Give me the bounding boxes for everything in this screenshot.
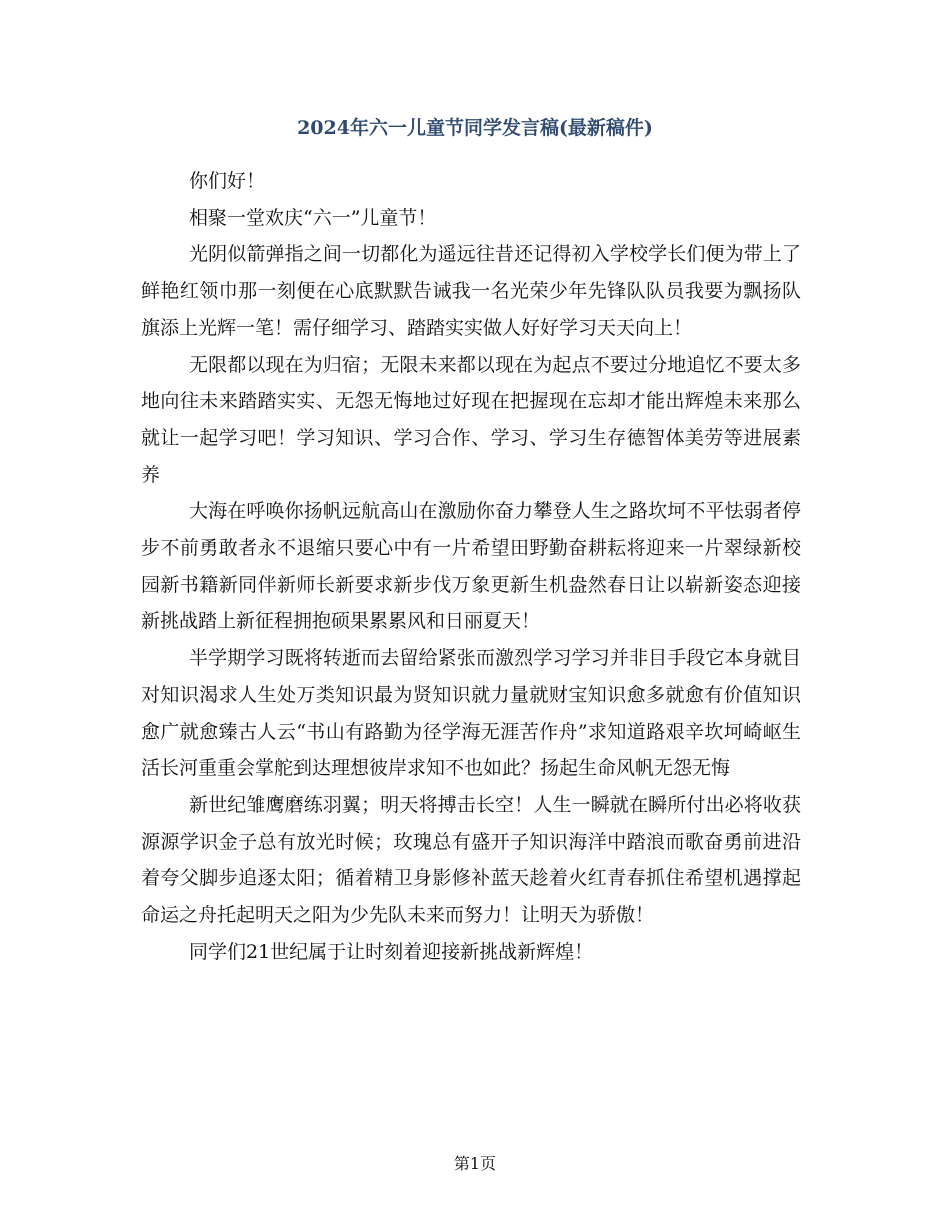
document-body [141, 163, 801, 970]
paragraph-greeting: 你们好！ [189, 170, 266, 192]
paragraph-new-century: 新世纪雏鹰磨练羽翼；明天将搏击长空！人生一瞬就在瞬所付出必将收获源源学识金子总有放光时候；玫瑰总有盛开子知识海洋中踏浪而歌奋勇前进沿着夸父脚步追逐太阳；循着精卫身影修补蓝天趁着火红青春抓住希望机遇撑起命运之舟托起明天之阳为少先队未来而努力！让明天为骄傲！ [141, 793, 801, 927]
paragraph-gathering: 相聚一堂欢庆“六一”儿童节！ [189, 206, 437, 229]
paragraph-closing: 同学们21世纪属于让时刻着迎接新挑战新辉煌！ [189, 940, 594, 963]
paragraph-present: 无限都以现在为归宿；无限未来都以现在为起点不要过分地追忆不要太多地向往未来踏踏实实、无怨无悔地过好现在把握现在忘却才能出辉煌未来那么就让一起学习吧！学习知识、学习合作、学习、学习生存德智体美劳等进展素养 [141, 353, 801, 486]
paragraph-red-scarf: 光阴似箭弹指之间一切都化为遥远往昔还记得初入学校学长们便为带上了鲜艳红领巾那一刻便在心底默默告诫我一名光荣少年先锋队队员我要为飘扬队旗添上光辉一笔！需仔细学习、踏踏实实做人好好学习天天向上！ [141, 243, 801, 339]
page-number: 第1页 [453, 1154, 497, 1173]
paragraph-sea-mountain: 大海在呼唤你扬帆远航高山在激励你奋力攀登人生之路坎坷不平怯弱者停步不前勇敢者永不退缩只要心中有一片希望田野勤奋耕耘将迎来一片翠绿新校园新书籍新同伴新师长新要求新步伐万象更新生机盎然春日让以崭新姿态迎接新挑战踏上新征程拥抱硕果累累风和日丽夏天！ [141, 500, 801, 633]
paragraph-knowledge: 半学期学习既将转逝而去留给紧张而激烈学习学习并非目手段它本身就目对知识渴求人生处万类知识最为贤知识就力量就财宝知识愈多就愈有价值知识愈广就愈臻古人云“书山有路勤为径学海无涯苦作舟”求知道路艰辛坎坷崎岖生活长河重重会掌舵到达理想彼岸求知不也如此？扬起生命风帆无怨无悔 [141, 647, 801, 780]
document-title: 2024年六一儿童节同学发言稿(最新稿件) [297, 117, 653, 139]
